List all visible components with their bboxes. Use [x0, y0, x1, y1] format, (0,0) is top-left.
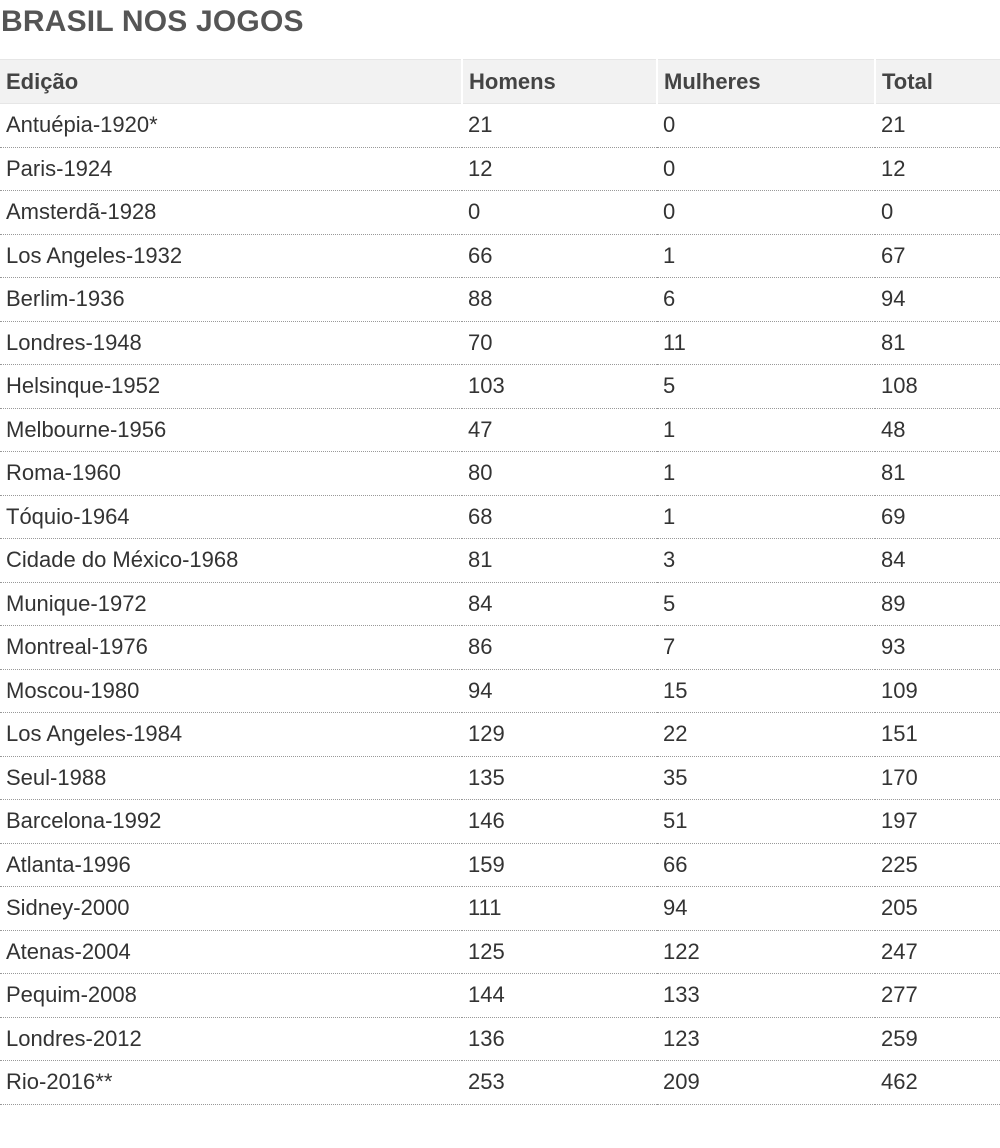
total-cell: 93	[875, 626, 1000, 670]
edition-cell: Barcelona-1992	[0, 800, 462, 844]
men-cell: 144	[462, 974, 657, 1018]
men-cell: 146	[462, 800, 657, 844]
edition-cell: Pequim-2008	[0, 974, 462, 1018]
men-cell: 84	[462, 582, 657, 626]
total-cell: 84	[875, 539, 1000, 583]
edition-cell: Antuépia-1920*	[0, 104, 462, 148]
women-cell: 0	[657, 147, 875, 191]
men-cell: 68	[462, 495, 657, 539]
men-cell: 135	[462, 756, 657, 800]
women-cell: 123	[657, 1017, 875, 1061]
edition-cell: Cidade do México-1968	[0, 539, 462, 583]
women-cell: 1	[657, 234, 875, 278]
edition-cell: Los Angeles-1984	[0, 713, 462, 757]
total-cell: 21	[875, 104, 1000, 148]
men-cell: 47	[462, 408, 657, 452]
table-row	[0, 626, 1000, 670]
table-row	[0, 234, 1000, 278]
edition-cell: Munique-1972	[0, 582, 462, 626]
women-cell: 0	[657, 104, 875, 148]
men-cell: 129	[462, 713, 657, 757]
total-cell: 94	[875, 278, 1000, 322]
edition-cell: Sidney-2000	[0, 887, 462, 931]
edition-cell: Rio-2016**	[0, 1061, 462, 1105]
men-cell: 103	[462, 365, 657, 409]
edition-cell: Berlim-1936	[0, 278, 462, 322]
total-cell: 225	[875, 843, 1000, 887]
total-cell: 205	[875, 887, 1000, 931]
athletes-table	[0, 59, 1000, 1105]
total-cell: 170	[875, 756, 1000, 800]
men-cell: 0	[462, 191, 657, 235]
table-row	[0, 495, 1000, 539]
total-cell: 259	[875, 1017, 1000, 1061]
table-row	[0, 278, 1000, 322]
men-cell: 66	[462, 234, 657, 278]
men-cell: 88	[462, 278, 657, 322]
table-row	[0, 147, 1000, 191]
edition-cell: Roma-1960	[0, 452, 462, 496]
edition-cell: Atlanta-1996	[0, 843, 462, 887]
men-cell: 94	[462, 669, 657, 713]
total-cell: 462	[875, 1061, 1000, 1105]
edition-cell: Paris-1924	[0, 147, 462, 191]
table-row	[0, 669, 1000, 713]
women-cell: 15	[657, 669, 875, 713]
men-cell: 12	[462, 147, 657, 191]
men-cell: 253	[462, 1061, 657, 1105]
table-row	[0, 843, 1000, 887]
women-cell: 3	[657, 539, 875, 583]
total-cell: 81	[875, 321, 1000, 365]
men-cell: 21	[462, 104, 657, 148]
men-cell: 86	[462, 626, 657, 670]
edition-cell: Atenas-2004	[0, 930, 462, 974]
edition-cell: Moscou-1980	[0, 669, 462, 713]
edition-cell: Melbourne-1956	[0, 408, 462, 452]
total-cell: 151	[875, 713, 1000, 757]
women-cell: 0	[657, 191, 875, 235]
total-cell: 247	[875, 930, 1000, 974]
edition-cell: Amsterdã-1928	[0, 191, 462, 235]
table-row	[0, 756, 1000, 800]
men-cell: 125	[462, 930, 657, 974]
men-cell: 80	[462, 452, 657, 496]
table-row	[0, 887, 1000, 931]
women-cell: 5	[657, 582, 875, 626]
men-cell: 81	[462, 539, 657, 583]
table-row	[0, 365, 1000, 409]
table-row	[0, 408, 1000, 452]
edition-cell: Montreal-1976	[0, 626, 462, 670]
table-row	[0, 321, 1000, 365]
women-cell: 1	[657, 408, 875, 452]
women-cell: 51	[657, 800, 875, 844]
header-mulheres: Mulheres	[657, 60, 875, 104]
total-cell: 0	[875, 191, 1000, 235]
table-row	[0, 713, 1000, 757]
table-row	[0, 191, 1000, 235]
table-row	[0, 800, 1000, 844]
edition-cell: Londres-2012	[0, 1017, 462, 1061]
women-cell: 11	[657, 321, 875, 365]
total-cell: 12	[875, 147, 1000, 191]
men-cell: 136	[462, 1017, 657, 1061]
page-title: BRASIL NOS JOGOS	[1, 5, 304, 38]
edition-cell: Los Angeles-1932	[0, 234, 462, 278]
header-homens: Homens	[462, 60, 657, 104]
total-cell: 69	[875, 495, 1000, 539]
women-cell: 66	[657, 843, 875, 887]
table-header	[0, 60, 1000, 104]
total-cell: 197	[875, 800, 1000, 844]
men-cell: 111	[462, 887, 657, 931]
total-cell: 48	[875, 408, 1000, 452]
total-cell: 277	[875, 974, 1000, 1018]
total-cell: 89	[875, 582, 1000, 626]
women-cell: 5	[657, 365, 875, 409]
table-row	[0, 539, 1000, 583]
table-row	[0, 452, 1000, 496]
women-cell: 133	[657, 974, 875, 1018]
total-cell: 81	[875, 452, 1000, 496]
women-cell: 1	[657, 452, 875, 496]
edition-cell: Tóquio-1964	[0, 495, 462, 539]
table-row	[0, 582, 1000, 626]
women-cell: 7	[657, 626, 875, 670]
women-cell: 6	[657, 278, 875, 322]
table-body	[0, 104, 1000, 1105]
header-edicao: Edição	[0, 60, 462, 104]
header-row	[0, 60, 1000, 104]
women-cell: 209	[657, 1061, 875, 1105]
edition-cell: Helsinque-1952	[0, 365, 462, 409]
women-cell: 35	[657, 756, 875, 800]
table-row	[0, 1017, 1000, 1061]
women-cell: 1	[657, 495, 875, 539]
women-cell: 122	[657, 930, 875, 974]
men-cell: 70	[462, 321, 657, 365]
table-row	[0, 104, 1000, 148]
total-cell: 67	[875, 234, 1000, 278]
edition-cell: Seul-1988	[0, 756, 462, 800]
edition-cell: Londres-1948	[0, 321, 462, 365]
table-row	[0, 974, 1000, 1018]
men-cell: 159	[462, 843, 657, 887]
header-total: Total	[875, 60, 1000, 104]
table-row	[0, 930, 1000, 974]
table-row	[0, 1061, 1000, 1105]
total-cell: 108	[875, 365, 1000, 409]
women-cell: 94	[657, 887, 875, 931]
total-cell: 109	[875, 669, 1000, 713]
women-cell: 22	[657, 713, 875, 757]
